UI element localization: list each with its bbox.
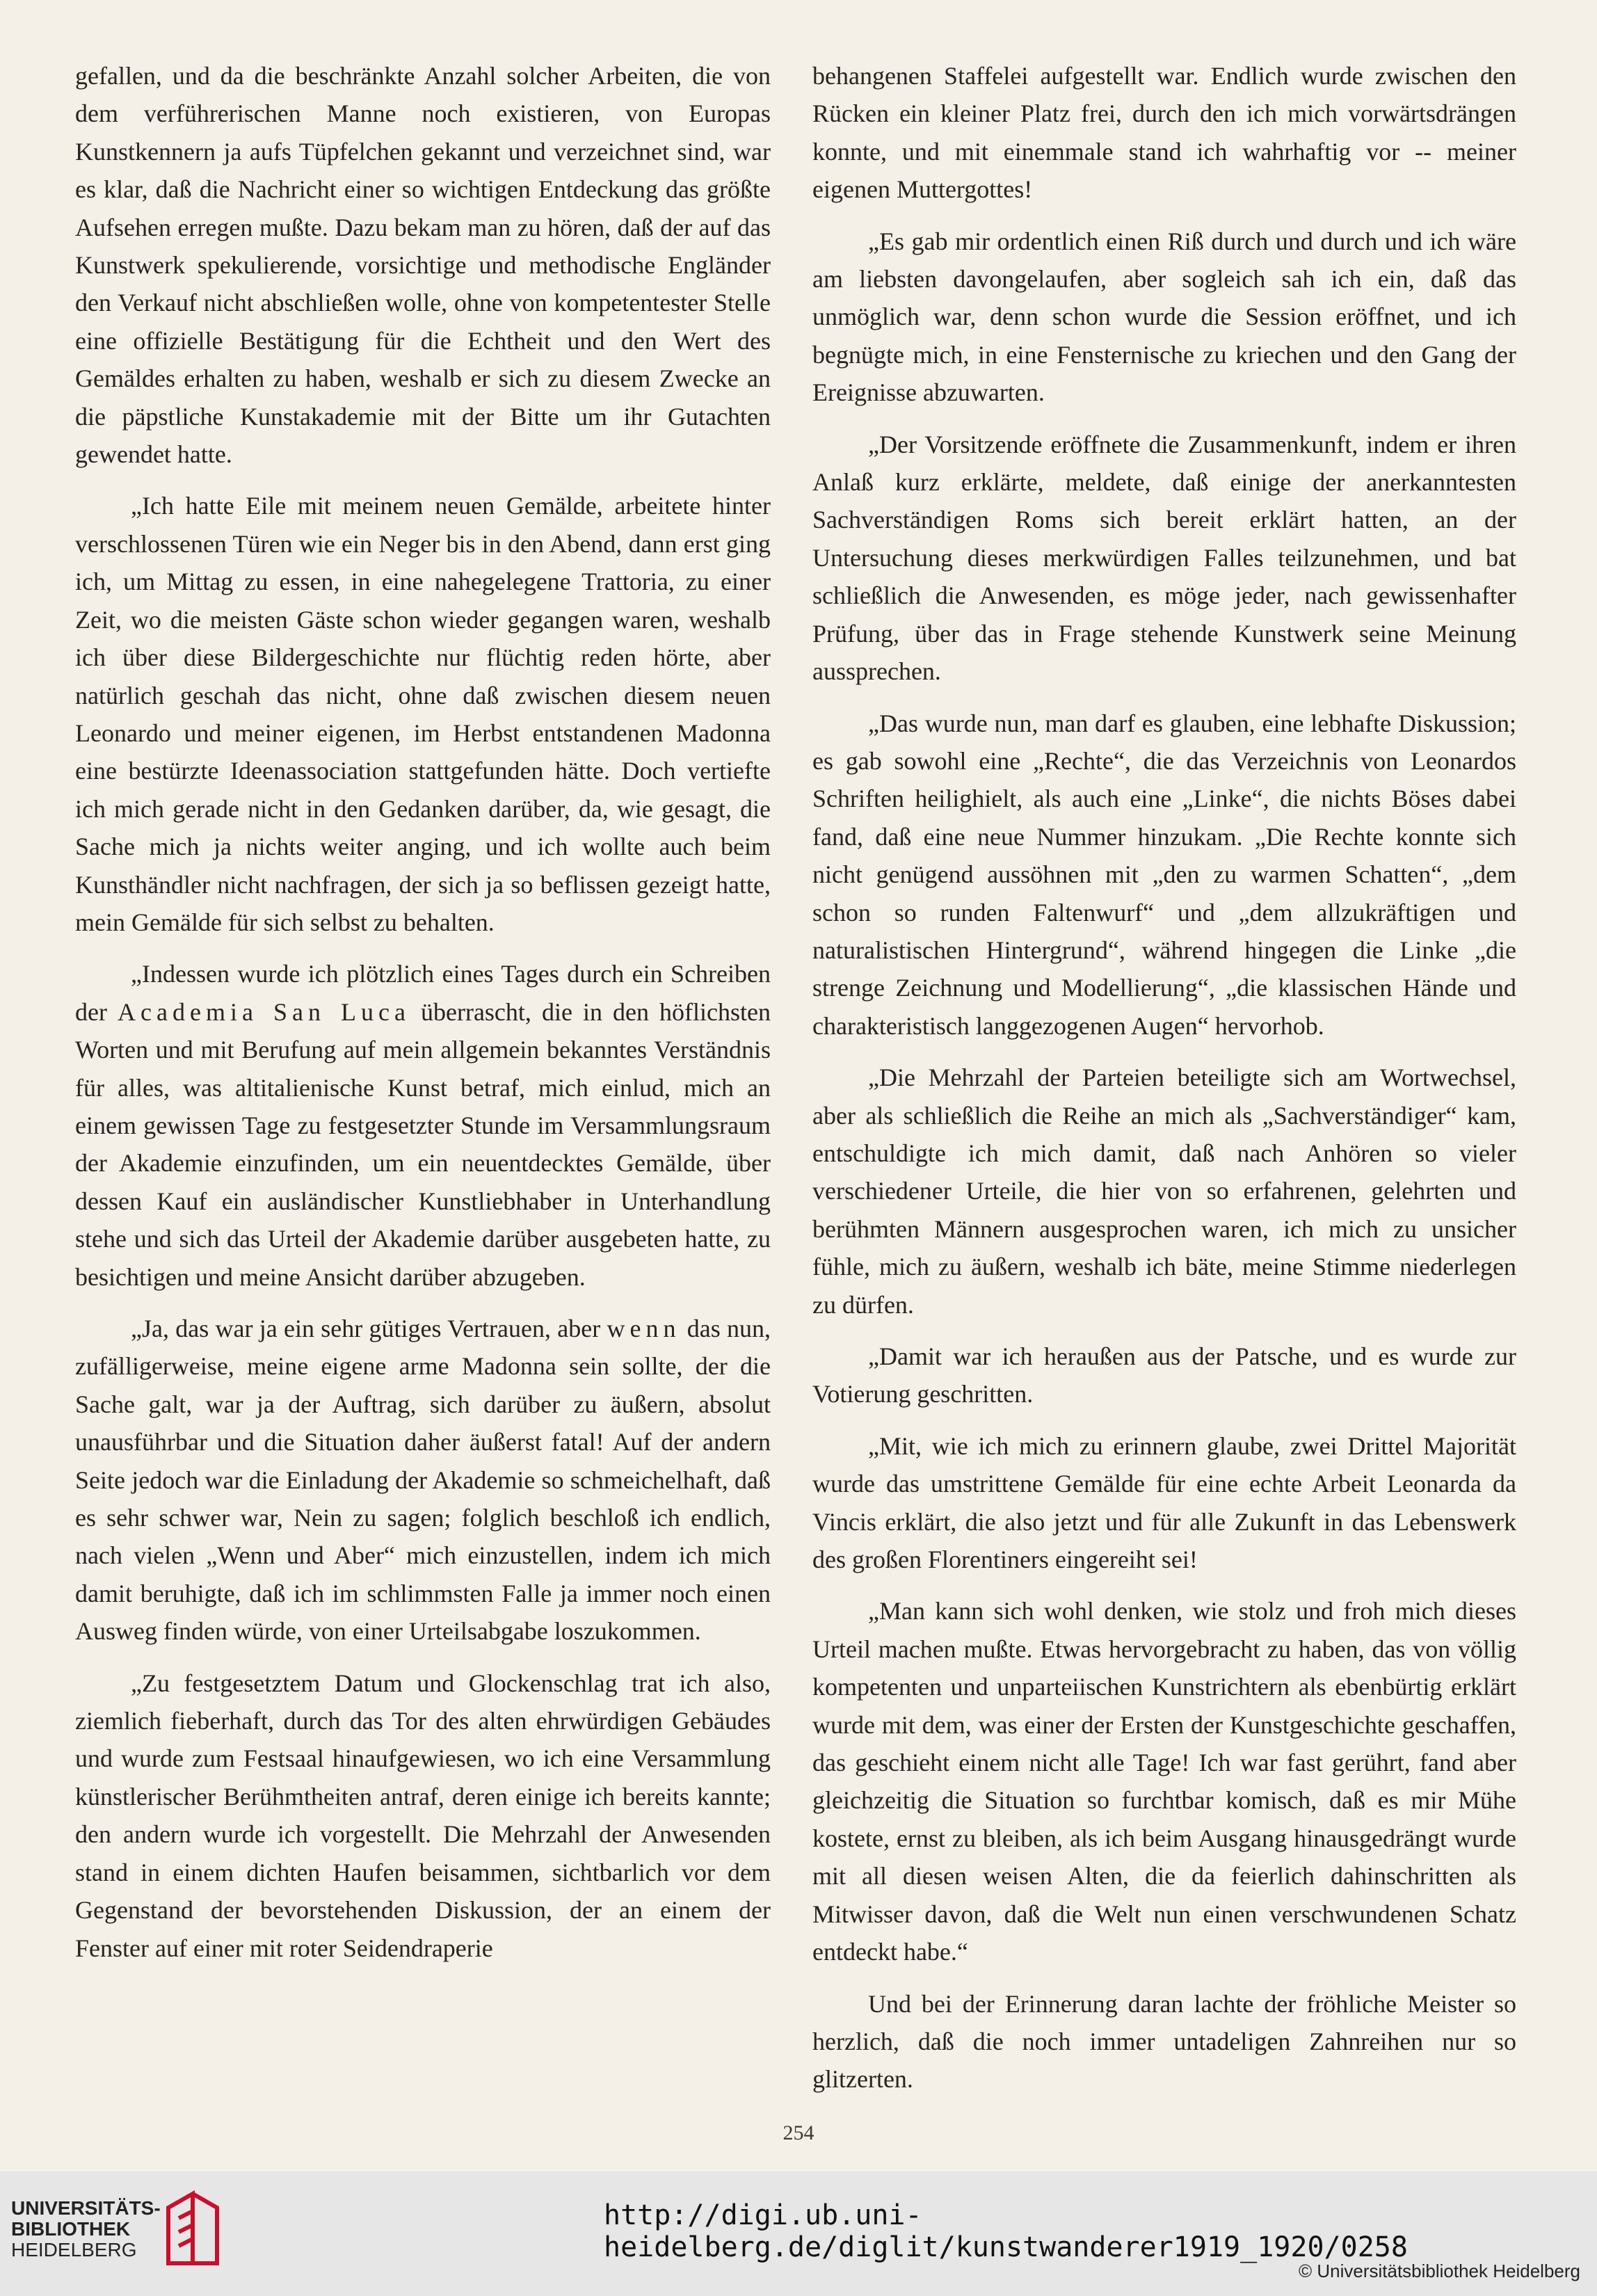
logo-line: BIBLIOTHEK [11,2218,131,2240]
copyright-notice: © Universitätsbibliothek Heidelberg [1298,2261,1580,2281]
paragraph: „Zu festgesetztem Datum und Glockenschlag trat ich also, ziemlich fieberhaft, durch das Tor des alten ehrwürdigen Gebäudes und wurde zum Festsaal hinaufgewiesen, wo ich eine Versammlung künstlerischer Berühmtheiten antraf, deren einige ich bereits kannte; den andern wurde ich vorgestellt. Die Mehrzahl der Anwesenden stand in einem dichten Haufen beisammen, sichtbarlich vor dem Gegenstand der bevorstehenden Diskussion, der an einem der Fenster auf einer mit roter Seidendraperie [75,1669,771,1962]
permalink-url[interactable]: http://digi.ub.uni-heidelberg.de/diglit/kunstwanderer1919_1920/0258 [604,2199,1408,2263]
library-footer [0,2171,1597,2296]
paragraph: „Das wurde nun, man darf es glauben, eine lebhafte Diskussion; es gab sowohl eine „Rechte“, die das Verzeichnis von Leonardos Schriften heilighielt, als auch eine „Linke“, die nichts Böses dabei fand, daß eine neue Nummer hinzukam. „Die Rechte konnte sich nicht genügend aussöhnen mit „den zu warmen Schatten“, „dem schon so runden Faltenwurf“ und „dem allzukräftigen und naturalistischen Hintergrund“, während hingegen die Linke „die strenge Zeichnung und Modellierung“, „die klassischen Hände und charakteristisch langgezogenen Augen“ hervorhob. [812,709,1516,1040]
spaced-emphasis: wenn [607,1315,681,1342]
paragraph: „Indessen wurde ich plötzlich eines Tages durch ein Schreiben der Academia San Luca überrascht, die in den höflichsten Worten und mit Berufung auf mein allgemein bekanntes Verständnis für alles, was altitalienische Kunst betraf, mich einlud, mich an einem gewissen Tage zu festgesetzter Stunde im Versammlungsraum der Akademie einzufinden, um ein neuentdecktes Gemälde, über dessen Kauf ein ausländischer Kunstliebhaber in Unterhandlung stehe und sich das Urteil der Akademie darüber ausgebeten hatte, zu besichtigen und meine Ansicht darüber abzugeben. [75,960,771,1291]
paragraph: „Mit, wie ich mich zu erinnern glaube, zwei Drittel Majorität wurde das umstrittene Gemälde für eine echte Arbeit Leonarda da Vincis erklärt, die also jetzt und für alle Zukunft in das Lebenswerk des großen Florentiners eingereiht sei! [812,1431,1516,1574]
paragraph: „Die Mehrzahl der Parteien beteiligte sich am Wortwechsel, aber als schließlich die Reihe an mich als „Sachverständiger“ kam, entschuldigte ich mich damit, daß nach Anhören so vieler verschiedener Urteile, die hier von so erfahrenen, gelehrten und berühmten Männern ausgesprochen waren, ich mich zu unsicher fühle, mich zu äußern, weshalb ich bäte, meine Stimme niederlegen zu dürfen. [812,1063,1516,1319]
logo-line: UNIVERSITÄTS- [11,2197,161,2219]
page-number: 254 [783,2121,814,2144]
paragraph: „Es gab mir ordentlich einen Riß durch und durch und ich wäre am liebsten davongelaufen, aber sogleich sah ich ein, daß das unmöglich war, denn schon wurde die Session eröffnet, und ich begnügte mich, in eine Fensternische zu kriechen und den Gang der Ereignisse abzuwarten. [812,227,1516,407]
paragraph: gefallen, und da die beschränkte Anzahl solcher Arbeiten, die von dem verführerischen Manne noch existieren, von Europas Kunstkennern ja aufs Tüpfelchen gekannt und verzeichnet sind, war es klar, daß die Nachricht einer so wichtigen Entdeckung das größte Aufsehen erregen mußte. Dazu bekam man zu hören, daß der auf das Kunstwerk spekulierende, vorsichtige und methodische Engländer den Verkauf nicht abschließen wolle, ohne von kompetentester Stelle eine offizielle Bestätigung für die Echtheit und den Wert des Gemäldes erhalten zu haben, weshalb er sich zu diesem Zwecke an die päpstliche Kunstakademie mit der Bitte um ihr Gutachten gewendet hatte. [75,62,771,469]
paragraph: „Ja, das war ja ein sehr gütiges Vertrauen, aber wenn das nun, zufälligerweise, meine eigene arme Madonna sein sollte, der die Sache galt, war ja der Auftrag, sich darüber zu äußern, absolut unausführbar und die Situation daher äußerst fatal! Auf der andern Seite jedoch war die Einladung der Akademie so schmeichelhaft, daß es sehr schwer war, Nein zu sagen; folglich beschloß ich endlich, nach vielen „Wenn und Aber“ mich einzustellen, indem ich mich damit beruhigte, daß ich im schlimmsten Falle ja immer noch einen Ausweg finden würde, von einer Urteilsabgabe loszukommen. [75,1315,771,1646]
logo-icon-shape [168,2194,217,2263]
paragraph: „Damit war ich heraußen aus der Patsche, und es wurde zur Votierung geschritten. [812,1342,1516,1408]
right-text-column [812,57,1516,2112]
left-text-column [75,57,771,1981]
paragraph: behangenen Staffelei aufgestellt war. Endlich wurde zwischen den Rücken ein kleiner Platz frei, durch den ich mich vorwärtsdrängen konnte, und mit einemmale stand ich wahrhaftig vor -- meiner eigenen Muttergottes! [812,62,1516,204]
logo-line: HEIDELBERG [11,2239,137,2261]
paragraph: „Der Vorsitzende eröffnete die Zusammenkunft, indem er ihren Anlaß kurz erklärte, meldete, daß einige der anerkanntesten Sachverständigen Roms sich bereit erklärt hatten, an der Untersuchung dieses merkwürdigen Falles teilzunehmen, und bat schließlich die Anwesenden, es möge jeder, nach gewissenhafter Prüfung, über das in Frage stehende Kunstwerk seine Meinung aussprechen. [812,430,1516,686]
paragraph: „Ich hatte Eile mit meinem neuen Gemälde, arbeitete hinter verschlossenen Türen wie ein Neger bis in den Abend, dann erst ging ich, um Mittag zu essen, in eine nahegelegene Trattoria, zu einer Zeit, wo die meisten Gäste schon wieder gegangen waren, weshalb ich über diese Bildergeschichte nur flüchtig reden hörte, aber natürlich geschah das nicht, ohne daß zwischen diesem neuen Leonardo und meiner eigenen, im Herbst entstandenen Madonna eine bestürzte Ideenassociation stattgefunden hätte. Doch vertiefte ich mich gerade nicht in den Gedanken darüber, da, wie gesagt, die Sache mich ja nichts weiter anging, und ich wollte auch beim Kunsthändler nicht nachfragen, der sich ja so beflissen gezeigt hatte, mein Gemälde für sich selbst zu behalten. [75,492,771,936]
spaced-emphasis: Academia San Luca [118,997,410,1026]
paragraph: „Man kann sich wohl denken, wie stolz und froh mich dieses Urteil machen mußte. Etwas hervorgebracht zu haben, das von völlig kompetenten und unparteiischen Kunstrichtern als ebenbürtig erklärt wurde mit dem, was einer der Ersten der Kunstgeschichte geschaffen, das geschieht einem nicht alle Tage! Ich war fast gerührt, fand aber gleichzeitig die Situation so furchtbar komisch, daß es mir Mühe kostete, ernst zu bleiben, als ich beim Ausgang hinausgedrängt wurde mit all diesen weisen Alten, die da feierlich dahinschritten als Mitwisser davon, daß die Welt nun einen verschwundenen Schatz entdeckt habe.“ [812,1597,1516,1966]
library-logo-text[interactable] [11,2198,161,2261]
library-logo-icon[interactable] [161,2187,224,2270]
paragraph: Und bei der Erinnerung daran lachte der fröhliche Meister so herzlich, daß die noch immer untadeligen Zahnreihen nur so glitzerten. [812,1989,1516,2094]
